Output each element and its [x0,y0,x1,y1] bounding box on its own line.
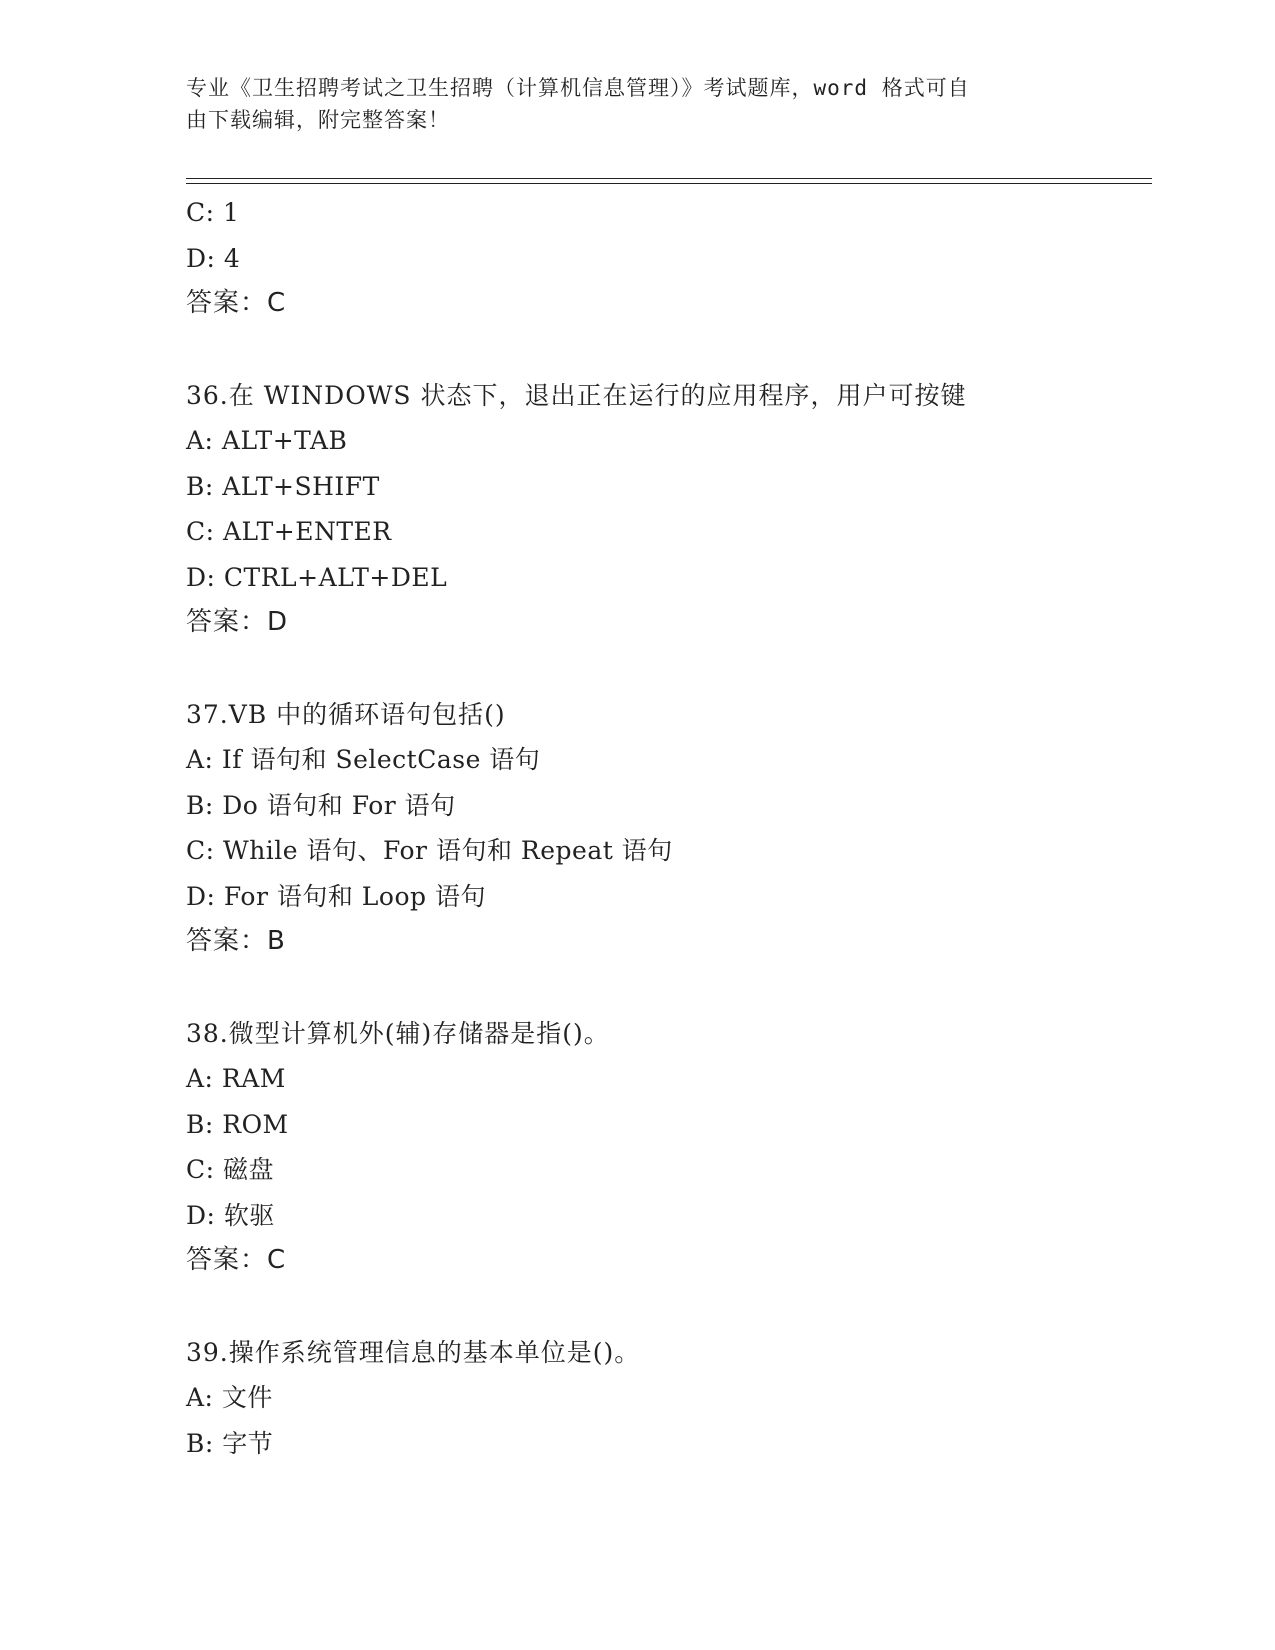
option-c: C: 磁盘 [186,1155,274,1184]
question-list [186,190,1146,1466]
option-d: D: CTRL+ALT+DEL [186,562,448,592]
spacer [186,1284,1146,1330]
option-a: A: 文件 [186,1383,273,1412]
option-b: B: ALT+SHIFT [186,471,380,501]
option-d: D: 4 [186,243,241,273]
option-d: D: For 语句和 Loop 语句 [186,881,486,911]
answer: 答案：D [186,607,289,637]
header-line-1: 专业《卫生招聘考试之卫生招聘（计算机信息管理）》考试题库，word 格式可自 [186,76,970,100]
answer: 答案：B [186,926,286,956]
option-a: A: ALT+TAB [186,426,348,455]
spacer [186,327,1146,373]
option-b: B: Do 语句和 For 语句 [186,790,456,820]
option-c: C: ALT+ENTER [186,517,392,546]
spacer [186,965,1146,1011]
option-a: A: RAM [186,1064,286,1093]
document-header [186,72,1066,136]
option-b: B: ROM [186,1109,289,1139]
spacer [186,646,1146,692]
option-b: B: 字节 [186,1428,274,1458]
question-39: 39.操作系统管理信息的基本单位是()。 [186,1337,641,1367]
question-36: 36.在 WINDOWS 状态下，退出正在运行的应用程序，用户可按键 [186,380,967,410]
header-divider-bottom [186,183,1152,184]
option-c: C: 1 [186,198,240,227]
header-line-2: 由下载编辑，附完整答案！ [186,108,450,132]
header-divider-top [186,178,1152,179]
option-d: D: 软驱 [186,1200,275,1230]
question-38: 38.微型计算机外(辅)存储器是指()。 [186,1018,610,1048]
answer: 答案：C [186,288,287,318]
answer: 答案：C [186,1245,287,1275]
option-a: A: If 语句和 SelectCase 语句 [186,745,541,774]
option-c: C: While 语句、For 语句和 Repeat 语句 [186,836,673,865]
question-37: 37.VB 中的循环语句包括() [186,699,506,729]
